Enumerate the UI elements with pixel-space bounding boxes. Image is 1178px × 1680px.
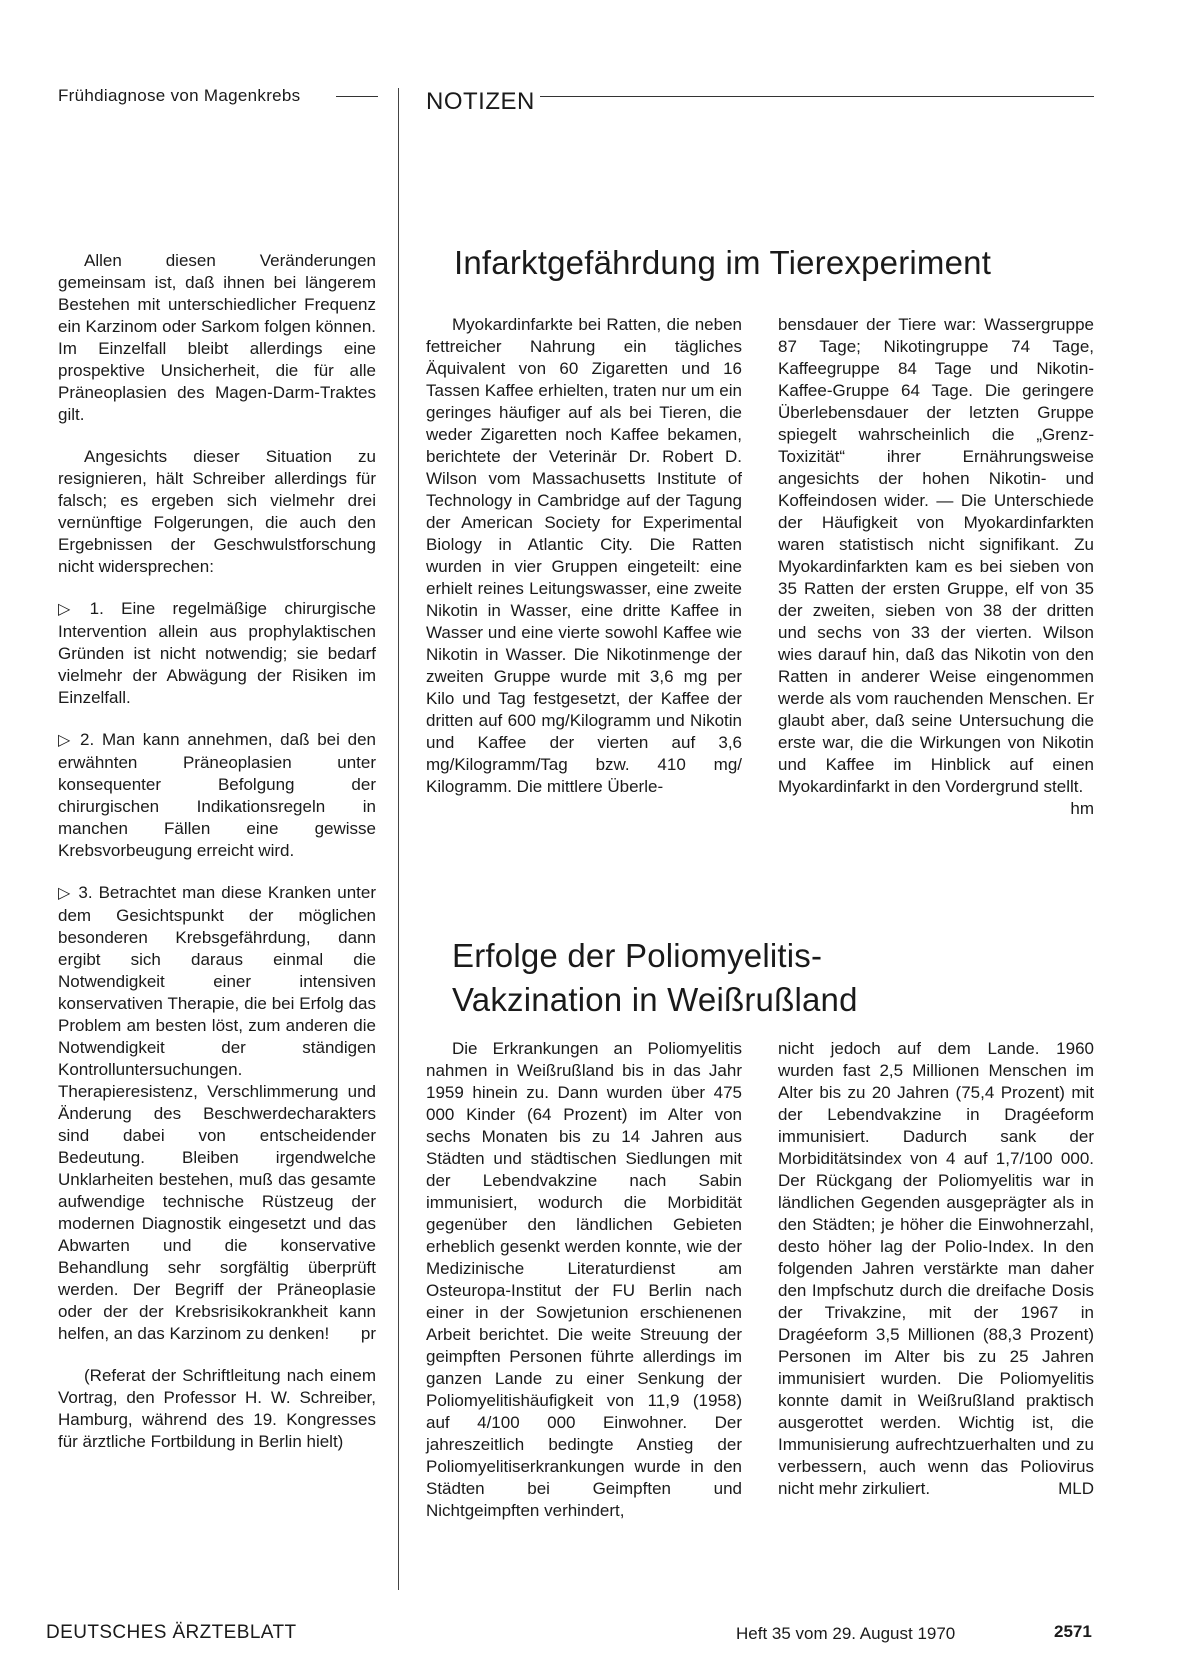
paragraph: Allen diesen Veränderungen gemeinsam ist, daß ihnen bei längerem Bestehen mit unterschiedlicher Frequenz ein Karzinom oder Sarkom folgen können. Im Einzelfall bleibt allerdings eine prospektive Unsicherheit, die für alle Präneoplasien des Magen-Darm-Traktes gilt.	[58, 251, 376, 424]
paragraph-text: bensdauer der Tiere war: Wassergruppe 87 Tage; Nikotingruppe 74 Tage, Kaffeegruppe 84 Tage und Nikotin-Kaffee-Gruppe 64 Tage. Die geringere Überlebensdauer der letzten Gruppe spiegelt wahrscheinlich die „Grenz-Toxizität“ ihrer Ernährungsweise angesichts der hohen Nikotin- und Koffeindosen wider. — Die Unterschiede der Häufigkeit von Myokardinfarkten waren statistisch nicht signifikant. Zu Myokardinfarkten kam es bei sieben von 35 Ratten der ersten Gruppe, elf von 35 der zweiten, sieben von 38 der dritten und sechs von 33 der vierten. Wilson wies darauf hin, daß das Nikotin von den Ratten in anderer Weise eingenommen werde als vom rauchenden Menschen. Er glaubt aber, daß seine Untersuchung die erste war, die die Wirkungen von Nikotin und Kaffee im Hinblick auf einen Myokardinfarkt in den Vordergrund stellt.	[778, 315, 1094, 796]
bullet-text: 1. Eine regelmäßige chirurgische Intervention allein aus prophylaktischen Gründen ist nicht notwendig; sie bedarf vielmehr der Abwägung der Risiken im Einzelfall.	[58, 599, 376, 707]
author-signature: MLD	[1058, 1479, 1094, 1498]
bullet-item	[58, 729, 376, 862]
title-line: Erfolge der Poliomyelitis-	[452, 937, 823, 974]
paragraph: Die Erkrankungen an Poliomyelitis nahmen in Weißrußland bis in das Jahr 1959 hinein zu. Dann wurden über 475 000 Kinder (64 Prozent) im Alter von sechs Monaten bis zu 14 Jahren aus Städten und städtischen Siedlungen mit der Lebendvakzine nach Sabin immunisiert, wodurch die Morbidität gegenüber den ländlichen Gebieten erheblich gesenkt werden konnte, wie der Medizinische Literaturdienst am Osteuropa-Institut der FU Berlin nach einer in der Sowjetunion erschienenen Arbeit berichtet. Die weite Streuung der geimpften Personen führte allerdings im ganzen Lande zu einer Senkung der Poliomyelitishäufigkeit von 11,9 (1958) auf 4/100 000 Einwohner. Der jahreszeitlich bedingte Anstieg der Poliomyelitiserkrankungen wurde in den Städten bei Geimpften und Nichtgeimpften verhindert,	[426, 1039, 742, 1520]
title-line: Vakzination in Weißrußland	[452, 981, 858, 1018]
paragraph-text: nicht jedoch auf dem Lande. 1960 wurden fast 2,5 Millionen Menschen im Alter bis zu 20 Jahren (75,4 Prozent) mit der Lebendvakzine in Dragéeform immunisiert. Dadurch sank der Morbiditätsindex von 4 auf 1,7/100 000. Der Rückgang der Poliomyelitis war in ländlichen Gegenden ausgeprägter als in den Städten; je höher die Einwohnerzahl, desto höher lag der Polio-Index. In den folgenden Jahren verstärkte man daher den Impfschutz durch die dreifache Dosis der Trivakzine, mit der 1967 in Dragéeform 3,5 Millionen (88,3 Prozent) Personen im Alter bis zu 25 Jahren immunisiert wurden. Die Poliomyelitis konnte damit in Weißrußland praktisch ausgerottet werden. Wichtig ist, die Immunisierung aufrechtzuerhalten und zu verbessern, auch wenn das Poliovirus nicht mehr zirkuliert.	[778, 1039, 1094, 1498]
paragraph: Angesichts dieser Situation zu resignieren, hält Schreiber allerdings für falsch; es ergeben sich vielmehr drei vernünftige Folgerungen, die auch den Ergebnissen der Geschwulstforschung nicht widersprechen:	[58, 447, 376, 576]
paragraph	[778, 1038, 1094, 1500]
paragraph	[778, 314, 1094, 818]
triangle-bullet-icon: ▷	[58, 885, 71, 902]
article-column	[778, 1038, 1094, 1500]
author-signature: hm	[1070, 799, 1094, 818]
article-title: Infarktgefährdung im Tierexperiment	[454, 244, 992, 281]
section-heading-rule	[540, 96, 1094, 97]
article-title	[452, 934, 858, 1022]
bullet-text: 2. Man kann annehmen, daß bei den erwähnten Präneoplasien unter konsequenter Befolgung der chirurgischen Indikationsregeln in manchen Fällen eine gewisse Krebsvorbeugung erreicht wird.	[58, 730, 376, 860]
triangle-bullet-icon: ▷	[58, 601, 71, 618]
paragraph: Myokardinfarkte bei Ratten, die neben fettreicher Nahrung ein tägliches Äquivalent von 60 Zigaretten und 16 Tassen Kaffee erhielten, traten nur um ein geringes häufiger auf als bei Tieren, die weder Zigaretten noch Kaffee bekamen, berichtete der Veterinär Dr. Robert D. Wilson vom Massachusetts Institute of Technology in Cambridge auf der Tagung der American Society for Experimental Biology in Atlantic City. Die Ratten wurden in vier Gruppen eingeteilt: eine erhielt reines Leitungswasser, eine zweite Nikotin in Wasser, eine dritte Kaffee in Wasser und eine vierte sowohl Kaffee wie Nikotin in Wasser. Die Nikotinmenge der zweiten Gruppe wurde mit 3,6 mg per Kilo und Tag festgesetzt, der Kaffee der dritten auf 600 mg/Kilogramm und Nikotin und Kaffee der vierten auf 3,6 mg/Kilogramm/Tag bzw. 410 mg/ Kilogramm. Die mittlere Überle-	[426, 315, 742, 796]
triangle-bullet-icon: ▷	[58, 732, 71, 749]
bullet-text: 3. Betrachtet man diese Kranken unter dem Gesichtspunkt der möglichen besonderen Krebsgefährdung, dann ergibt sich daraus einmal die Notwendigkeit einer intensiven konservativen Therapie, die bei Erfolg das Problem am besten löst, zum anderen die Notwendigkeit der ständigen Kontrolluntersuchungen. Therapieresistenz, Verschlimmerung und Änderung des Beschwerdecharakters sind dabei von entscheidender Bedeutung. Bleiben irgendwelche Unklarheiten bestehen, muß das gesamte aufwendige technische Rüstzeug der modernen Diagnostik eingesetzt und das Abwarten und die konservative Behandlung sehr sorgfältig überprüft werden. Der Begriff der Präneoplasie oder der der Krebsrisikokrankheit kann helfen, an das Karzinom zu denken!	[58, 883, 376, 1343]
article-column	[426, 314, 742, 798]
page-number: 2571	[1054, 1622, 1092, 1641]
article-column	[426, 1038, 742, 1522]
issue-info: Heft 35 vom 29. August 1970	[736, 1624, 956, 1643]
editorial-note: (Referat der Schriftleitung nach einem Vortrag, den Professor H. W. Schreiber, Hamburg, während des 19. Kongresses für ärztliche Fortbildung in Berlin hielt)	[58, 1366, 376, 1451]
author-signature: pr	[360, 1324, 376, 1343]
running-head-rule	[336, 96, 378, 97]
bullet-item	[58, 882, 376, 1345]
running-head: Frühdiagnose von Magenkrebs	[58, 86, 301, 105]
article-column	[778, 314, 1094, 820]
section-heading: NOTIZEN	[426, 88, 535, 115]
left-column	[58, 250, 376, 1453]
journal-name: DEUTSCHES ÄRZTEBLATT	[46, 1622, 297, 1643]
column-divider	[398, 88, 399, 1590]
bullet-item	[58, 598, 376, 709]
